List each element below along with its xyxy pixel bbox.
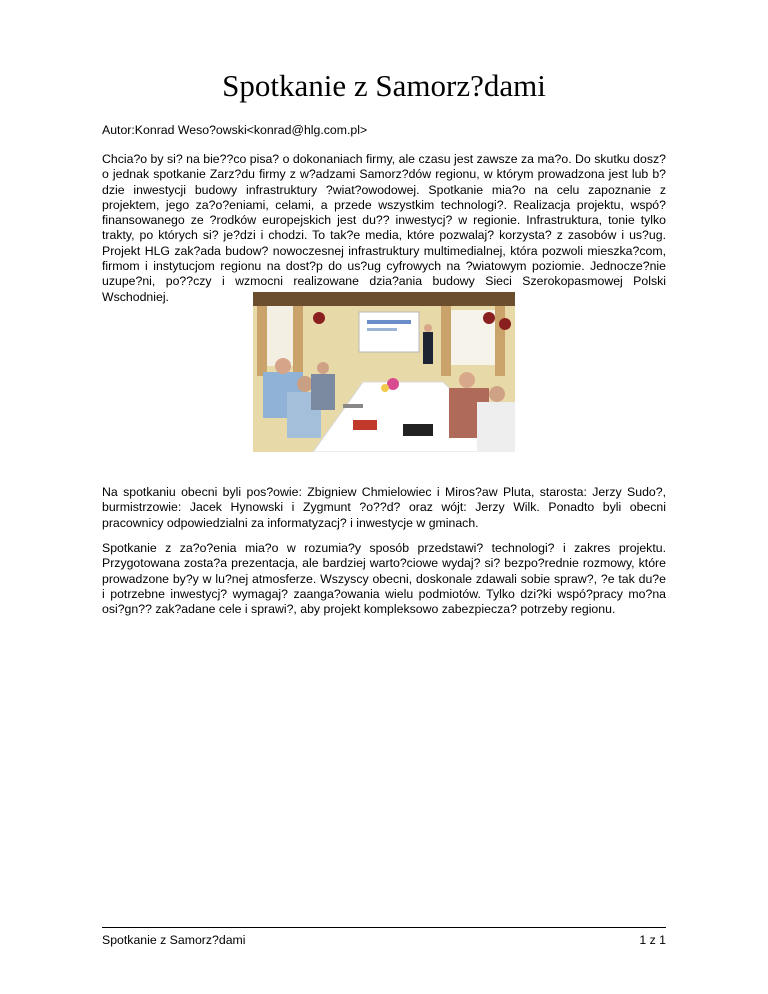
paragraph-intro: Chcia?o by si? na bie??co pisa? o dokonaniach firmy, ale czasu jest zawsze za ma?o. Do skutku dosz?o jednak spotkanie Zarz?du firmy z w?adzami Samorz?dów regionu, w którym prowadzona jest lub b?dzie inwestycji budowy infrastruktury ?wiat?owodowej. Spotkanie mia?o na celu zapoznanie z projektem, jego za?o?eniami, celami, a przede wszystkim technologi?. Realizacja projektu, wspó?finansowanego ze ?rodków europejskich jest du?? inwestycj? w regionie. Infrastruktura, tonie tylko trakty, po których si? je?dzi i chodzi. To tak?e media, które pozwalaj? korzysta? z zasobów i us?ug. Projekt HLG zak?ada budow? nowoczesnej infrastruktury multimedialnej, która pozwoli mieszka?com, firmom i instytucjom regionu na dost?p do us?ug cyfrowych na ?wiatowym poziomie. Jednocze?nie uzupe?ni, po??czy i wzmocni realizowane dzia?ania budowy Sieci Szerokopasmowej Polski Wschodniej. (102, 152, 666, 304)
paragraph-summary: Spotkanie z za?o?enia mia?o w rozumia?y sposób przedstawi? technologi? i zakres projektu. Przygotowana zosta?a prezentacja, ale bardziej warto?ciowe wydaj? si? bezpo?rednie rozmowy, które prowadzone by?y w lu?nej atmosferze. Wszyscy obecni, doskonale zdawali sobie spraw?, ?e tak du?e i potrzebne inwestycj? wymagaj? zaanga?owania wielu podmiotów. Tylko dzi?ki wspó?pracy mo?na osi?gn?? zak?adane cele i sprawi?, aby projekt kompleksowo zabezpiecza? potrzeby regionu. (102, 541, 666, 617)
footer-page-number: 1 z 1 (639, 933, 666, 947)
meeting-photo (253, 292, 515, 452)
paragraph-attendees: Na spotkaniu obecni byli pos?owie: Zbigniew Chmielowiec i Miros?aw Pluta, starosta: Jerzy Sudo?, burmistrzowie: Jacek Hynowski i Zygmunt ?o??d? oraz wójt: Jerzy Wilk. Ponadto byli obecni pracownicy odpowiedzialni za informatyzacj? i inwestycje w gminach. (102, 485, 666, 530)
page-title: Spotkanie z Samorz?dami (222, 68, 546, 103)
footer-divider (102, 927, 666, 928)
footer-title: Spotkanie z Samorz?dami (102, 933, 246, 947)
author-line: Autor:Konrad Weso?owski<konrad@hlg.com.pl> (102, 123, 368, 137)
